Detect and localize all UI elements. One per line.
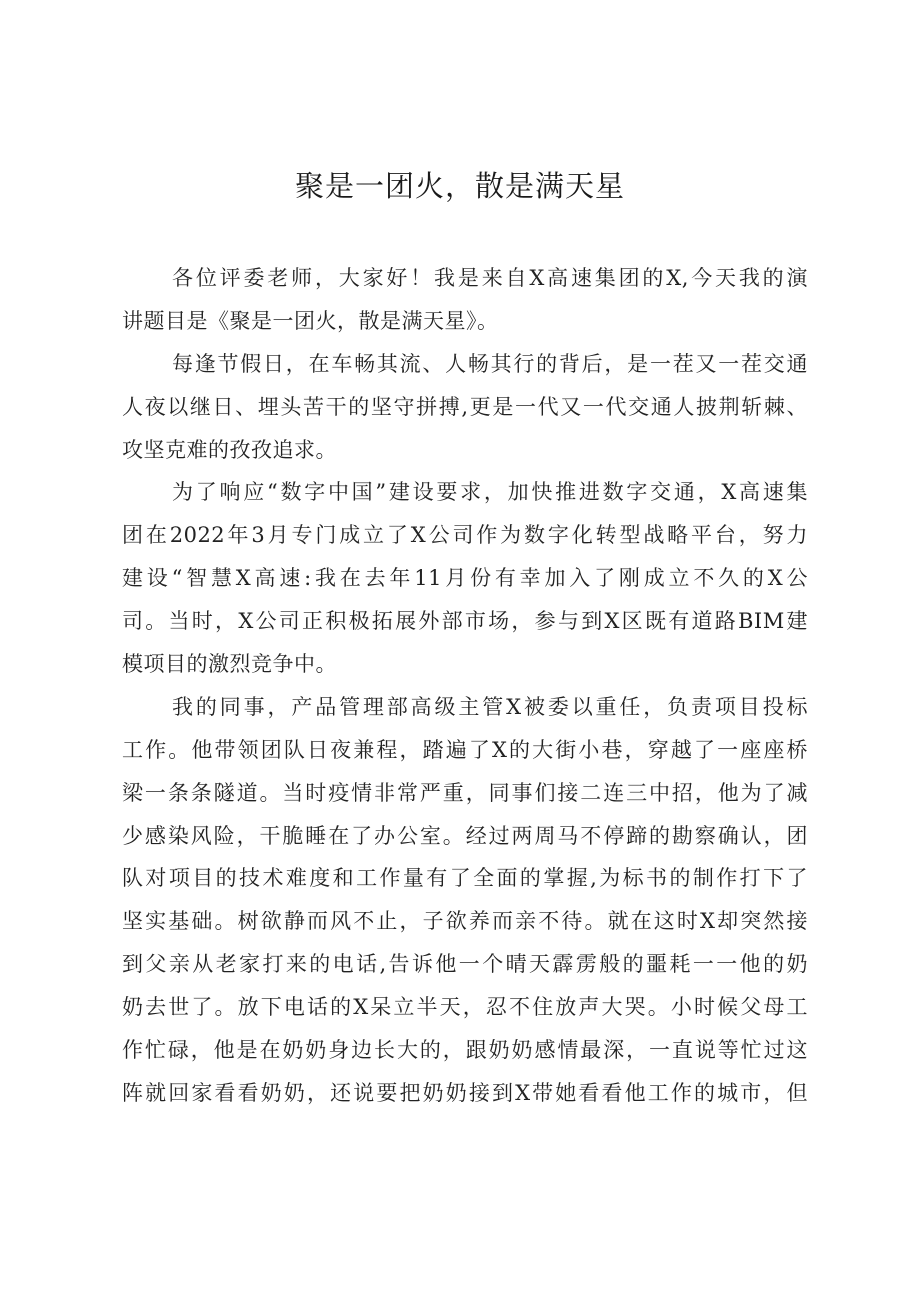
- text-line: 为了响应“数字中国”建设要求，加快推进数字交通，X高速集: [172, 480, 808, 505]
- text-line: 讲题目是《聚是一团火，散是满天星》。: [122, 308, 499, 333]
- text-line: 作忙碌，他是在奶奶身边长大的，跟奶奶感情最深，一直说等忙过这: [122, 1038, 808, 1063]
- text-line: 团在2022年3月专门成立了X公司作为数字化转型战略平台，努力: [122, 523, 808, 548]
- document-title: 聚是一团火，散是满天星: [294, 169, 625, 203]
- text-line: 司。当时，X公司正积极拓展外部市场，参与到X区既有道路BIM建: [122, 609, 808, 634]
- document-body: [122, 262, 808, 1120]
- text-line: 建设“智慧X高速:我在去年11月份有幸加入了刚成立不久的X公: [122, 566, 808, 591]
- text-line: 少感染风险，干脆睡在了办公室。经过两周马不停蹄的勘察确认，团: [122, 823, 808, 848]
- text-line: 坚实基础。树欲静而风不止，子欲养而亲不待。就在这时X却突然接: [122, 909, 808, 934]
- text-line: 各位评委老师，大家好！我是来自X高速集团的X,今天我的演: [172, 266, 808, 290]
- text-line: 梁一条条隧道。当时疫情非常严重，同事们接二连三中招，他为了减: [122, 780, 808, 805]
- text-line: 人夜以继日、埋头苦干的坚守拼搏,更是一代又一代交通人披荆斩棘、: [122, 394, 808, 419]
- text-line: 模项目的激烈竞争中。: [122, 652, 337, 677]
- text-line: 工作。他带领团队日夜兼程，踏遍了X的大街小巷，穿越了一座座桥: [122, 737, 808, 762]
- text-line: 我的同事，产品管理部高级主管X被委以重任，负责项目投标: [172, 694, 808, 719]
- text-line: 到父亲从老家打来的电话,告诉他一个晴天霹雳般的噩耗一一他的奶: [122, 952, 808, 977]
- text-line: 阵就回家看看奶奶，还说要把奶奶接到X带她看看他工作的城市，但: [122, 1080, 808, 1105]
- text-line: 队对项目的技术难度和工作量有了全面的掌握,为标书的制作打下了: [122, 866, 808, 891]
- text-line: 攻坚克难的孜孜追求。: [122, 437, 337, 462]
- text-line: 奶去世了。放下电话的X呆立半天，忍不住放声大哭。小时候父母工: [122, 995, 808, 1020]
- text-line: 每逢节假日，在车畅其流、人畅其行的背后，是一茬又一茬交通: [172, 351, 808, 376]
